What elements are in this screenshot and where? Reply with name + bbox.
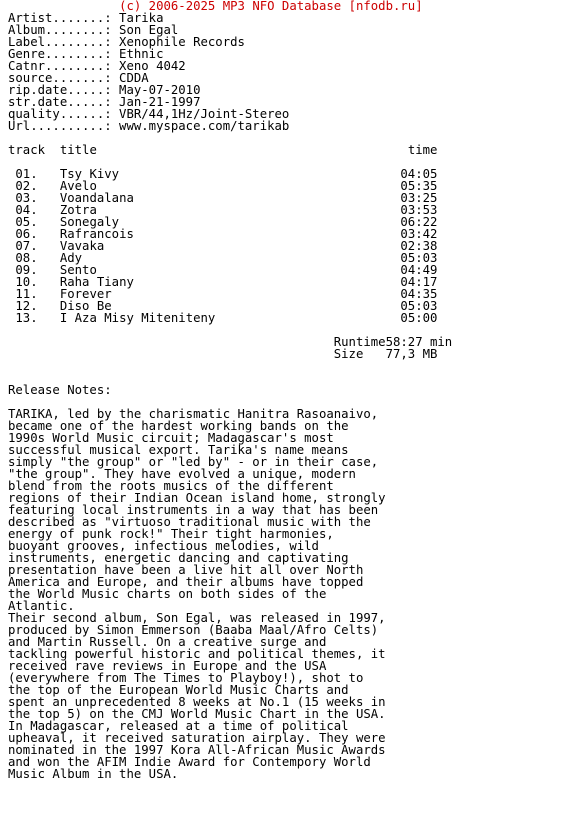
track-time: 05:00	[400, 311, 438, 325]
release-notes-heading: Release Notes:	[8, 383, 112, 397]
release-notes-text: (everywhere from The Times to Playboy!), shot to	[8, 671, 364, 685]
release-notes-text: and Martin Russell. On a creative surge and	[8, 635, 327, 649]
track-time: 04:17	[400, 275, 438, 289]
release-notes-text: Their second album, Son Egal, was released in 1997,	[8, 611, 386, 625]
release-notes-text: produced by Simon Emmerson (Baaba Maal/Afro Celts)	[8, 623, 379, 637]
release-notes-text: blend from the roots musics of the different	[8, 479, 334, 493]
release-notes-text: nominated in the 1997 Kora All-African Music Awards	[8, 743, 386, 757]
release-notes-text: successful musical export. Tarika's name means	[8, 443, 349, 457]
release-notes-line	[8, 768, 452, 780]
runtime-value: 58:27 min	[385, 335, 453, 349]
release-notes-text: Atlantic.	[8, 599, 75, 613]
track-number: 09.	[15, 263, 38, 277]
track-time: 05:03	[400, 299, 438, 313]
info-field: source.......: CDDA	[8, 71, 149, 85]
track-time: 04:49	[400, 263, 438, 277]
release-notes-text: Music Album in the USA.	[8, 767, 179, 781]
release-notes-text: 1990s World Music circuit; Madagascar's most	[8, 431, 334, 445]
release-notes-text: presentation have been a live hit all over North	[8, 563, 364, 577]
track-title: Vavaka	[59, 239, 105, 253]
track-title: Zotra	[59, 203, 97, 217]
release-notes-text: simply "the group" or "led by" - or in their case,	[8, 455, 379, 469]
track-number: 08.	[15, 251, 38, 265]
track-time: 03:42	[400, 227, 438, 241]
release-notes-text: "the group". They have evolved a unique, modern	[8, 467, 356, 481]
release-notes-text: In Madagascar, released at a time of political	[8, 719, 349, 733]
track-number: 04.	[15, 203, 38, 217]
track-time: 02:38	[400, 239, 438, 253]
info-field: Genre........: Ethnic	[8, 47, 164, 61]
track-number: 07.	[15, 239, 38, 253]
track-title: Forever	[59, 287, 112, 301]
blank-line	[8, 360, 452, 372]
track-number: 02.	[15, 179, 38, 193]
track-time: 05:35	[400, 179, 438, 193]
track-title: I Aza Misy Miteniteny	[59, 311, 216, 325]
track-number: 12.	[15, 299, 38, 313]
info-field: Label........: Xenophile Records	[8, 35, 245, 49]
info-field: Album........: Son Egal	[8, 23, 179, 37]
track-title: Ady	[59, 251, 83, 265]
runtime-label: Runtime	[333, 335, 386, 349]
release-notes-text: spent an unprecedented 8 weeks at No.1 (15 weeks in	[8, 695, 386, 709]
track-title: Raha Tiany	[59, 275, 134, 289]
info-field: Url..........: www.myspace.com/tarikab	[8, 119, 290, 133]
info-field: Artist.......: Tarika	[8, 11, 164, 25]
tracklist-header	[8, 144, 452, 156]
release-notes-text: instruments, energetic dancing and captivating	[8, 551, 349, 565]
track-row	[8, 312, 452, 324]
release-notes-text: energy of punk rock!" Their tight harmonies,	[8, 527, 334, 541]
track-number: 05.	[15, 215, 38, 229]
release-notes-text: TARIKA, led by the charismatic Hanitra Rasoanaivo,	[8, 407, 379, 421]
release-notes-text: buoyant grooves, infectious melodies, wild	[8, 539, 319, 553]
track-number: 01.	[15, 167, 38, 181]
release-notes-text: upheaval, it received saturation airplay. They were	[8, 731, 386, 745]
release-notes-text: America and Europe, and their albums have topped	[8, 575, 364, 589]
col-header-track: track	[8, 143, 46, 157]
release-notes-text: the top of the European World Music Charts and	[8, 683, 349, 697]
nfo-document	[8, 0, 452, 780]
track-time: 04:05	[400, 167, 438, 181]
col-header-title: title	[59, 143, 97, 157]
info-field: str.date.....: Jan-21-1997	[8, 95, 201, 109]
release-notes-text: received rave reviews in Europe and the USA	[8, 659, 327, 673]
track-title: Tsy Kivy	[59, 167, 120, 181]
size-label: Size	[333, 347, 364, 361]
info-field: Catnr........: Xeno 4042	[8, 59, 186, 73]
track-number: 10.	[15, 275, 38, 289]
track-title: Avelo	[59, 179, 97, 193]
track-number: 13.	[15, 311, 38, 325]
info-line	[8, 120, 452, 132]
release-notes-text: became one of the hardest working bands on the	[8, 419, 349, 433]
track-title: Diso Be	[59, 299, 112, 313]
size-line	[8, 348, 452, 360]
track-time: 04:35	[400, 287, 438, 301]
track-time: 03:53	[400, 203, 438, 217]
release-notes-text: described as "virtuoso traditional music with the	[8, 515, 371, 529]
track-title: Sonegaly	[59, 215, 120, 229]
info-field: rip.date.....: May-07-2010	[8, 83, 201, 97]
track-time: 03:25	[400, 191, 438, 205]
release-notes-text: regions of their Indian Ocean island home, strongly	[8, 491, 386, 505]
release-notes-text: the World Music charts on both sides of the	[8, 587, 327, 601]
release-notes-heading-line	[8, 384, 452, 396]
track-number: 11.	[15, 287, 38, 301]
release-notes-text: tackling powerful historic and political themes, it	[8, 647, 386, 661]
copyright-header: (c) 2006-2025 MP3 NFO Database [nfodb.ru]	[119, 0, 423, 13]
release-notes-text: and won the AFIM Indie Award for Contempory World	[8, 755, 371, 769]
release-notes-text: featuring local instruments in a way that has been	[8, 503, 379, 517]
release-notes-text: the top 5) on the CMJ World Music Chart in the USA.	[8, 707, 386, 721]
track-title: Sento	[59, 263, 97, 277]
track-number: 06.	[15, 227, 38, 241]
track-title: Rafrancois	[59, 227, 134, 241]
col-header-time: time	[407, 143, 438, 157]
info-field: quality......: VBR/44,1Hz/Joint-Stereo	[8, 107, 290, 121]
track-number: 03.	[15, 191, 38, 205]
track-time: 06:22	[400, 215, 438, 229]
track-title: Voandalana	[59, 191, 134, 205]
size-value: 77,3 MB	[385, 347, 438, 361]
track-time: 05:03	[400, 251, 438, 265]
